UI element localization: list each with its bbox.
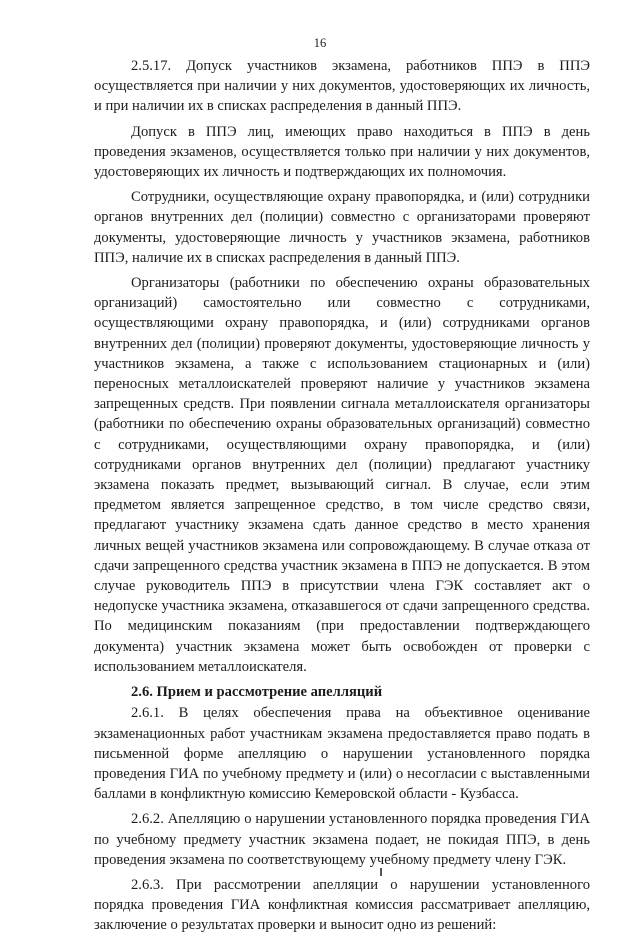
paragraph-2-6-3: 2.6.3. При рассмотрении апелляции о нарушении установленного порядка проведения ГИА конфликтная комиссия рассматривает апелляцию, заключение о результатах проверки и выносит одно из решений: bbox=[94, 876, 590, 934]
document-body bbox=[94, 56, 590, 941]
paragraph-2-6-2: 2.6.2. Апелляцию о нарушении установленного порядка проведения ГИА по учебному предмету участник экзамена подает, не покидая ППЭ, в день проведения экзамена по соответствующему учебному предмету члену ГЭК. bbox=[94, 811, 590, 868]
paragraph-2-5-17: 2.5.17. Допуск участников экзамена, работников ППЭ в ППЭ осуществляется при наличии у них документов, удостоверяющих их личность, и при наличии их в списках распределения в данный ППЭ. bbox=[94, 58, 590, 115]
paragraph-police-check: Сотрудники, осуществляющие охрану правопорядка, и (или) сотрудники органов внутренних дел (полиции) совместно с организаторами проверяют документы, удостоверяющие личность у участников экзамена, работников ППЭ, наличие их в списках распределения в данный ППЭ. bbox=[94, 189, 590, 266]
paragraph-admission-authorized: Допуск в ППЭ лиц, имеющих право находиться в ППЭ в день проведения экзаменов, осуществляется только при наличии у них документов, удостоверяющих их личность и подтверждающих их полномочия. bbox=[94, 123, 590, 181]
scan-artifact-mark bbox=[380, 868, 382, 876]
section-heading-appeals: 2.6. Прием и рассмотрение апелляций bbox=[131, 684, 383, 701]
paragraph-2-6-1: 2.6.1. В целях обеспечения права на объективное оценивание экзаменационных работ участникам экзамена предоставляется право подать в письменной форме апелляцию о нарушении установленного порядка проведения ГИА по учебному предмету и (или) о несогласии с выставленными баллами в конфликтную комиссию Кемеровской области - Кузбасса. bbox=[94, 705, 590, 803]
page-number: 16 bbox=[313, 36, 327, 50]
paragraph-metal-detectors: Организаторы (работники по обеспечению охраны образовательных организаций) самостоятельно или совместно с сотрудниками, осуществляющими охрану правопорядка, и (или) сотрудниками органов внутренних дел (полиции) проверяют документы, удостоверяющие личность у участников экзамена, а также с использованием стационарных и (или) переносных металлоискателей проверяют наличие у участников экзамена запрещенных средств. При появлении сигнала металлоискателя организаторы (работники по обеспечению охраны образовательных организаций) совместно с сотрудниками, осуществляющими охрану правопорядка, и (или) сотрудниками органов внутренних дел (полиции) предлагают участнику экзамена показать предмет, вызывающий сигнал. В случае, если этим предметом является запрещенное средство, в том числе средство связи, предлагают участнику экзамена сдать данное средство в место хранения личных вещей участников экзамена или сопровождающему. В случае отказа от сдачи запрещенного средства участник экзамена в ППЭ не допускается. В этом случае руководитель ППЭ в присутствии члена ГЭК составляет акт о недопуске участника экзамена, отказавшегося от сдачи запрещенного средства. По медицинским показаниям (при предоставлении подтверждающего документа) участник экзамена может быть освобожден от проверки с использованием металлоискателя. bbox=[94, 275, 590, 675]
